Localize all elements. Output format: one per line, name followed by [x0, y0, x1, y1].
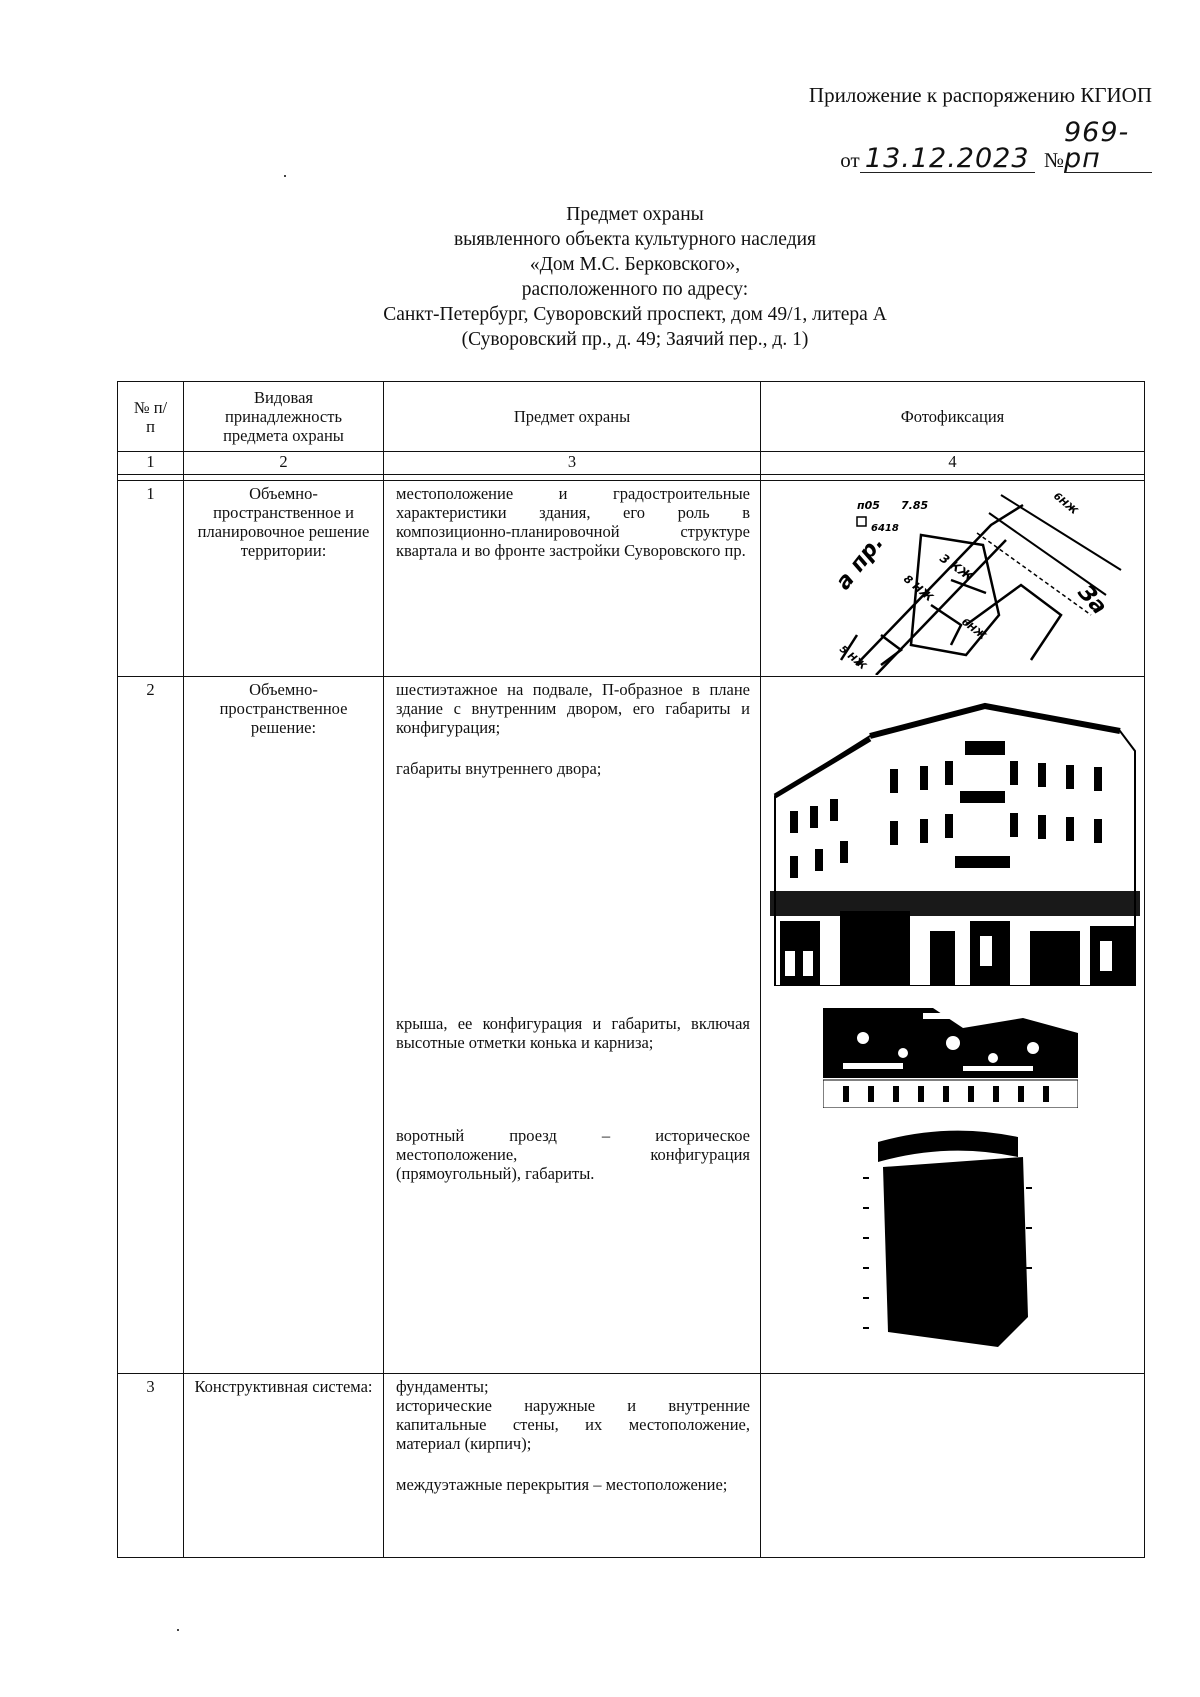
- numbering-row: [118, 452, 1145, 475]
- map-label-7: 6НЖ: [1051, 490, 1080, 518]
- row-number: 1: [118, 481, 184, 677]
- map-label-4: а пр.: [831, 530, 889, 595]
- map-label-6: 8 НЖ: [901, 572, 936, 605]
- map-label-9: 5 НЖ: [837, 643, 868, 673]
- facade-photo: [770, 681, 1140, 986]
- title-line-6: (Суворовский пр., д. 49; Заячий пер., д. 1): [461, 329, 809, 350]
- handwritten-date: 13.12.2023: [860, 146, 1035, 173]
- header-num-text: № п/п: [133, 397, 168, 436]
- row-number: 2: [118, 677, 184, 1374]
- table-header-row: [118, 382, 1145, 452]
- subject-paragraph: исторические наружные и внутренние капитальные стены, их местоположение, материал (кирпич);: [396, 1396, 750, 1453]
- row-kind: Объемно-пространственное и планировочное решение территории:: [184, 481, 384, 677]
- subject-paragraph: фундаменты;: [396, 1377, 489, 1396]
- table-row: [118, 677, 1145, 1374]
- table-row: [118, 1374, 1145, 1558]
- numbering-cell: 1: [118, 452, 184, 475]
- map-label-10: 6НЖ: [959, 616, 988, 643]
- row-kind: Объемно-пространственное решение:: [184, 677, 384, 1374]
- header-kind: [184, 382, 384, 452]
- row-number: 3: [118, 1374, 184, 1558]
- map-label-1: п05: [857, 499, 880, 512]
- row-subject: [384, 481, 761, 677]
- map-label-5: 3 КЖ: [937, 550, 976, 584]
- row-kind: Конструктивная система:: [184, 1374, 384, 1558]
- date-prefix: от: [840, 148, 860, 172]
- header-subject-text: Предмет охраны: [513, 407, 631, 426]
- header-photo: [761, 382, 1145, 452]
- appendix-line: [809, 83, 1152, 108]
- appendix-text: Приложение к распоряжению КГИОП: [808, 83, 1152, 107]
- situation-map-image: [761, 485, 1143, 675]
- subject-paragraph: шестиэтажное на подвале, П-образное в плане здание с внутренним двором, его габариты и конфигурация;: [396, 680, 750, 737]
- subject-paragraph: крыша, ее конфигурация и габариты, включая высотные отметки конька и карниза;: [396, 1014, 750, 1052]
- subject-paragraph: воротный проезд – историческое местоположение, конфигурация (прямоугольный), габариты.: [396, 1126, 750, 1183]
- paragraph-gap: [396, 1453, 750, 1475]
- numbering-cell: 3: [384, 452, 761, 475]
- subject-paragraph: габариты внутреннего двора;: [396, 759, 602, 778]
- header-subject: [384, 382, 761, 452]
- document-title: [0, 202, 1200, 352]
- roof-photo: [823, 1008, 1078, 1108]
- paragraph-gap: [396, 737, 750, 759]
- number-prefix: №: [1043, 148, 1064, 172]
- handwritten-number: 969-рп: [1064, 120, 1152, 173]
- scan-speck: [284, 175, 286, 177]
- subject-paragraph: местоположение и градостроительные характеристики здания, его роль в композиционно-планировочной структуре квартала и во фронте застройки Суворовского пр.: [396, 484, 750, 560]
- map-label-3: 6418: [871, 523, 899, 534]
- numbering-cell: 2: [184, 452, 384, 475]
- map-label-8: За: [1072, 580, 1112, 620]
- date-number-line: [840, 117, 1152, 174]
- header-num: [118, 382, 184, 452]
- map-label-2: 7.85: [901, 499, 929, 512]
- title-line-1: Предмет охраны: [566, 204, 704, 225]
- header-photo-text: Фотофиксация: [900, 407, 1005, 426]
- row-subject: [384, 677, 761, 1374]
- table-row: [118, 481, 1145, 677]
- title-line-3: «Дом М.С. Берковского»,: [529, 254, 741, 275]
- scan-speck: [177, 1629, 179, 1631]
- gateway-photo: [858, 1117, 1038, 1352]
- row-subject: [384, 1374, 761, 1558]
- photo-cell-empty: [761, 1374, 1145, 1558]
- protection-table: [117, 381, 1145, 1558]
- numbering-cell: 4: [761, 452, 1145, 475]
- title-line-2: выявленного объекта культурного наследия: [453, 229, 817, 250]
- header-kind-text: Видовая принадлежность предмета охраны: [223, 388, 344, 445]
- photo-cell: [761, 677, 1145, 1374]
- situation-map-cell: [761, 481, 1145, 677]
- title-line-5: Санкт-Петербург, Суворовский проспект, дом 49/1, литера А: [383, 304, 887, 325]
- subject-paragraph: междуэтажные перекрытия – местоположение;: [396, 1475, 728, 1494]
- title-line-4: расположенного по адресу:: [521, 279, 749, 300]
